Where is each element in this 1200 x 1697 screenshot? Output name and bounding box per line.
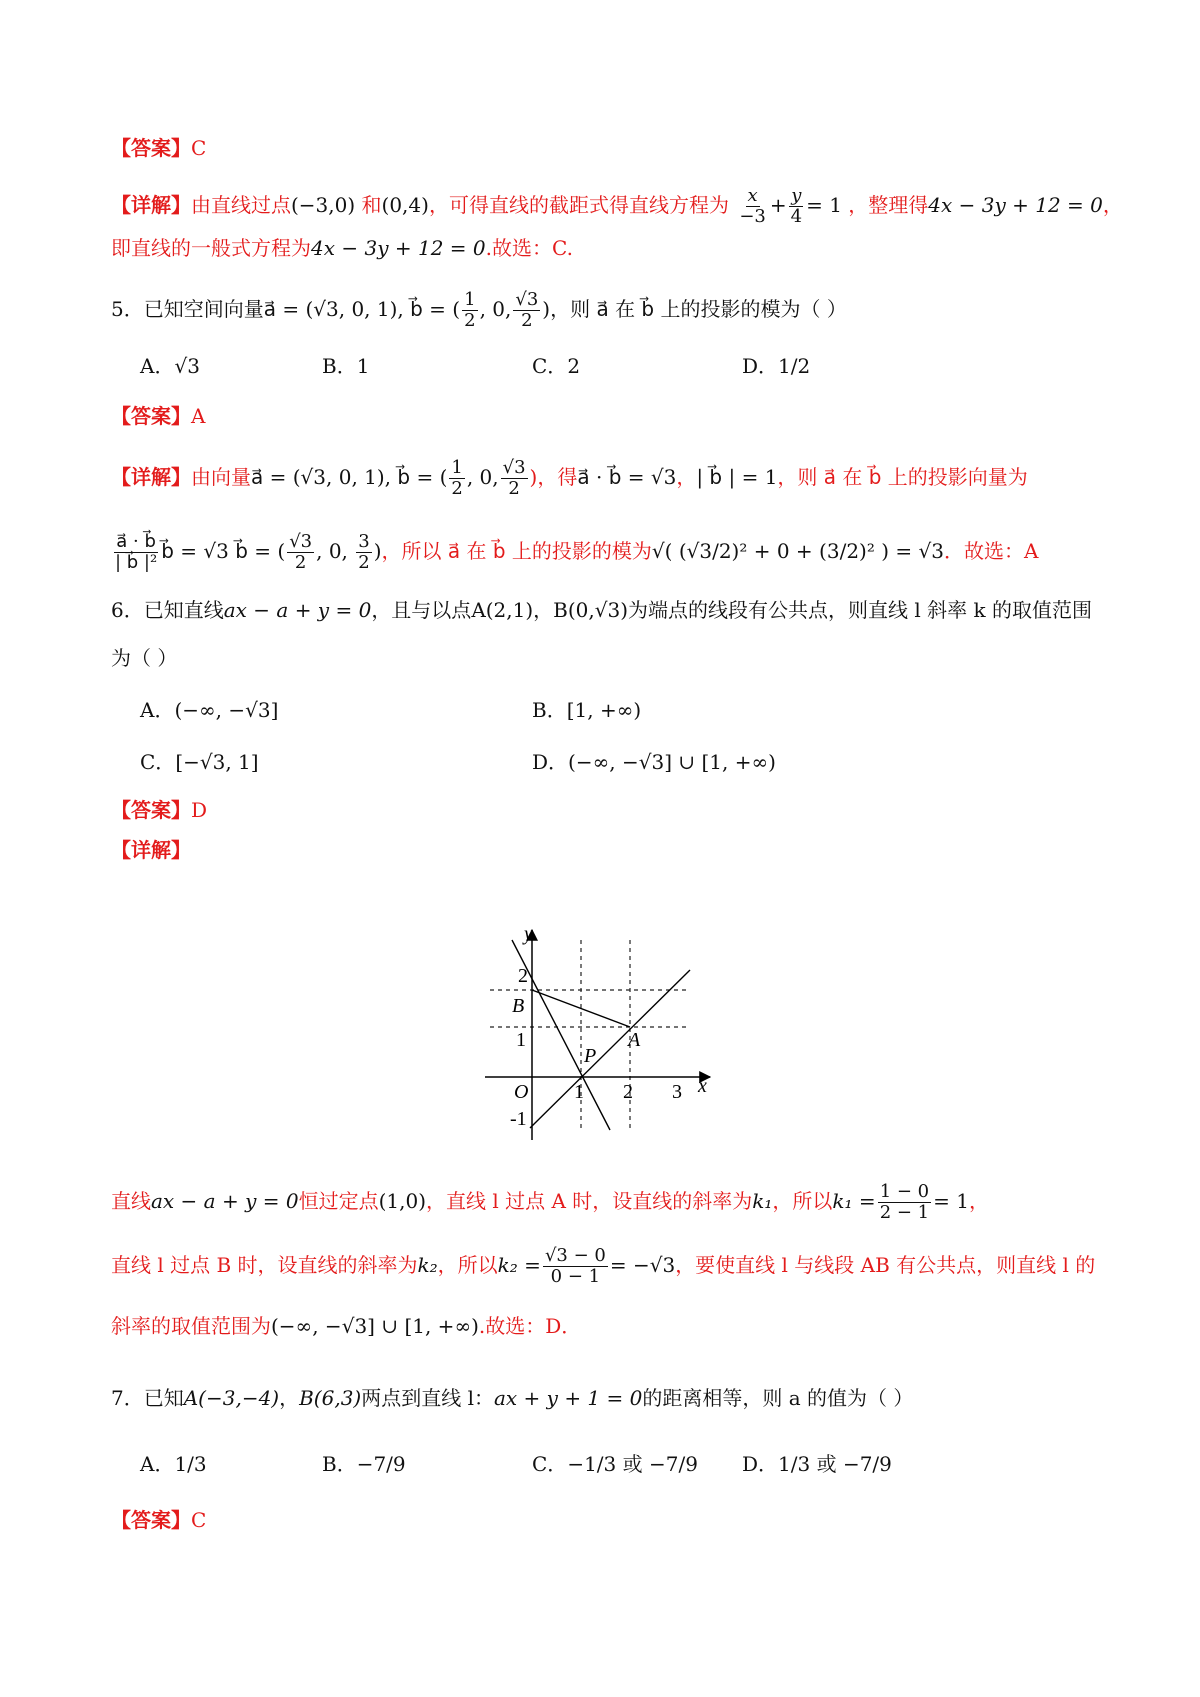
q6-detail-line-2 <box>111 1246 1095 1287</box>
math: k₁ <box>752 1188 773 1213</box>
text: )，得 <box>529 464 578 489</box>
numerator: √3 − 0 <box>544 1245 606 1266</box>
denominator: −3 <box>739 205 766 227</box>
math: k₂ <box>417 1252 438 1277</box>
answer-value: C <box>191 136 207 160</box>
numerator: √3 <box>289 531 313 552</box>
math: a⃗ = (√3, 0, 1), b⃗ = ( <box>263 296 461 321</box>
numerator: y <box>791 185 802 206</box>
math: ) <box>542 296 551 321</box>
denominator: | b⃗ |² <box>115 551 158 573</box>
text: 6．已知直线 <box>111 598 224 622</box>
detail-tag: 【详解】 <box>111 464 191 489</box>
math: a⃗ · b⃗ = √3 <box>577 464 677 489</box>
math: ax − a + y = 0 <box>223 598 372 622</box>
text: 两点到直线 l： <box>361 1386 494 1410</box>
q7-option-b <box>322 1454 406 1474</box>
numerator: 1 <box>464 289 476 310</box>
numerator: a⃗ · b⃗ <box>116 531 156 552</box>
q5-option-c <box>532 356 580 376</box>
text: 为端点的线段有公共点，则直线 l 斜率 k 的取值范围 <box>628 598 1092 622</box>
option-value: −1/3 或 −7/9 <box>567 1452 698 1476</box>
math: A(2,1) <box>471 598 534 622</box>
option-value: −7/9 <box>356 1452 406 1476</box>
text: ，且与以点 <box>371 598 472 622</box>
text: 直线 <box>111 1188 151 1213</box>
denominator: 2 <box>464 309 476 331</box>
intercept-equation: $\frac{x}{-3}$ + $\frac{y}{4}$ = 1 <box>739 185 842 227</box>
tick-label-minus-1: -1 <box>510 1108 527 1130</box>
option-label: C． <box>532 1452 568 1476</box>
q6-stem-2 <box>111 648 177 668</box>
math: k₁ = <box>832 1188 876 1213</box>
math: B(6,3) <box>299 1386 362 1410</box>
text: 7．已知 <box>111 1386 184 1410</box>
math: (1,0) <box>378 1188 426 1213</box>
answer-tag: 【答案】 <box>111 404 191 428</box>
tick-label-1-y: 1 <box>516 1029 526 1051</box>
text: ，整理得 <box>848 192 929 217</box>
q5-stem <box>111 290 847 331</box>
math: (0,4) <box>381 192 429 217</box>
math: ax + y + 1 = 0 <box>493 1386 643 1410</box>
denominator: 2 <box>294 551 307 573</box>
option-label: A． <box>140 1452 175 1476</box>
math: (−3,0) <box>291 192 356 217</box>
text: ，则 a⃗ 在 b⃗ 上的投影向量为 <box>777 464 1028 489</box>
origin-label: O <box>514 1081 529 1103</box>
fraction <box>513 290 540 331</box>
option-value: 1/2 <box>778 354 811 378</box>
q4-answer-line <box>111 138 206 158</box>
denominator: 2 <box>521 309 533 331</box>
denominator: 0 − 1 <box>550 1265 601 1287</box>
q7-option-a <box>140 1454 207 1474</box>
option-value: 2 <box>567 354 581 378</box>
coordinate-figure <box>480 920 720 1160</box>
math: ) <box>373 538 382 563</box>
math: = 1 <box>933 1188 969 1213</box>
math: b⃗ = √3 b⃗ = ( <box>161 538 286 563</box>
q5-detail-line-1 <box>111 458 1028 499</box>
math: = 1 <box>806 192 842 217</box>
option-value: [−√3, 1] <box>175 750 259 774</box>
tick-label-2-x: 2 <box>623 1081 633 1103</box>
denominator: 2 <box>358 551 370 573</box>
tick-label-2-y: 2 <box>518 965 528 987</box>
option-label: D． <box>742 1452 779 1476</box>
option-label: A． <box>140 698 175 722</box>
text: ，所以 a⃗ 在 b⃗ 上的投影的模为 <box>381 538 652 563</box>
option-value: 1/3 或 −7/9 <box>778 1452 892 1476</box>
math: , 0, <box>466 464 499 489</box>
numerator: 1 − 0 <box>879 1181 930 1202</box>
option-label: B． <box>322 354 357 378</box>
tick-label-1-x: 1 <box>574 1081 584 1103</box>
math: , 0, <box>479 296 512 321</box>
numerator: x <box>747 185 758 206</box>
math: = −√3 <box>609 1252 676 1277</box>
q6-option-c <box>140 752 259 772</box>
text: 斜率的取值范围为 <box>111 1314 271 1338</box>
text: 的距离相等，则 a 的值为（ ） <box>642 1386 914 1410</box>
point-a-label: A <box>628 1029 641 1051</box>
detail-tag: 【详解】 <box>111 192 191 217</box>
text: .故选：D． <box>478 1314 582 1338</box>
fraction <box>356 532 371 573</box>
text: 即直线的一般式方程为 <box>111 236 311 260</box>
math: A(−3,−4) <box>183 1386 280 1410</box>
point-p-label: P <box>584 1045 597 1067</box>
math: 4x − 3y + 12 = 0 <box>311 236 486 260</box>
text: ，所以 <box>772 1188 833 1213</box>
text: ，要使直线 l 与线段 AB 有公共点，则直线 l 的 <box>675 1252 1096 1277</box>
text: ， <box>1102 192 1123 217</box>
q5-detail-line-2: $\frac{a⃗ \cdot b⃗}{\text{| b⃗ |²}}$ b⃗ = √3 b⃗ = ( $\frac{√3}{2}$ , 0, $\frac{3}{2}$ )，所以 a⃗ 在 b⃗ 上的投影的模为√( (√3/2)² + 0 + (3/2)² ) = √3．故选：A <box>115 531 1039 573</box>
q4-detail-line-2 <box>111 238 573 258</box>
q6-option-d <box>532 752 776 772</box>
text: 直线 l 过点 B 时，设直线的斜率为 <box>111 1252 418 1277</box>
line-through-p-slope-1 <box>530 970 690 1128</box>
text: ， <box>968 1188 989 1213</box>
option-label: C． <box>532 354 568 378</box>
fraction <box>737 186 768 227</box>
fraction <box>543 1246 608 1287</box>
q6-option-a <box>140 700 278 720</box>
fraction <box>462 290 477 331</box>
answer-tag: 【答案】 <box>111 136 191 160</box>
answer-value: A <box>191 404 206 428</box>
text: 由向量 <box>191 464 251 489</box>
fraction <box>501 458 528 499</box>
fraction <box>113 532 159 573</box>
answer-value: D <box>191 798 208 822</box>
math: B(0,√3) <box>553 598 629 622</box>
math: k₂ = <box>497 1252 541 1277</box>
q7-option-c <box>532 1454 698 1474</box>
option-value: √3 <box>174 354 200 378</box>
fraction <box>878 1182 931 1223</box>
denominator: 2 <box>508 477 520 499</box>
text: ，可得直线的截距式得直线方程为 <box>428 192 729 217</box>
text: ．故选：A <box>943 538 1039 563</box>
text: 为（ ） <box>111 646 178 670</box>
q5-option-d <box>742 356 810 376</box>
option-label: D． <box>532 750 569 774</box>
denominator: 2 <box>451 477 463 499</box>
fraction <box>287 532 314 573</box>
y-axis-label: y <box>524 923 533 945</box>
math: 4x − 3y + 12 = 0 <box>928 192 1103 217</box>
point-b-label: B <box>512 995 525 1017</box>
q6-option-b <box>532 700 641 720</box>
numerator: 1 <box>451 457 463 478</box>
text: ， <box>676 464 697 489</box>
option-label: D． <box>742 354 779 378</box>
text: 5．已知空间向量 <box>111 296 264 321</box>
text: .故选：C. <box>485 236 573 260</box>
numerator: 3 <box>358 531 370 552</box>
answer-value: C <box>191 1508 207 1532</box>
x-axis-label: x <box>698 1075 707 1097</box>
denominator: 2 − 1 <box>879 1201 930 1223</box>
text: ，直线 l 过点 A 时，设直线的斜率为 <box>426 1188 753 1213</box>
option-label: C． <box>140 750 176 774</box>
answer-tag: 【答案】 <box>111 798 191 822</box>
option-value: (−∞, −√3] ∪ [1, +∞) <box>568 750 776 774</box>
text: 由直线过点 <box>191 192 291 217</box>
text: ， <box>533 598 554 622</box>
math: | b⃗ | = 1 <box>696 464 778 489</box>
text: ，所以 <box>437 1252 498 1277</box>
text: ，则 a⃗ 在 b⃗ 上的投影的模为（ ） <box>550 296 847 321</box>
fraction <box>449 458 464 499</box>
q6-detail-line-1 <box>111 1182 989 1223</box>
detail-tag: 【详解】 <box>111 838 191 862</box>
text: 恒过定点 <box>298 1188 379 1213</box>
q7-option-d <box>742 1454 892 1474</box>
fraction <box>789 186 804 227</box>
option-value: [1, +∞) <box>566 698 642 722</box>
q6-detail-line-3 <box>111 1316 581 1336</box>
option-value: 1/3 <box>174 1452 207 1476</box>
option-label: A． <box>140 354 175 378</box>
q5-option-b <box>322 356 369 376</box>
q7-stem <box>111 1388 913 1408</box>
math: ax − a + y = 0 <box>151 1188 299 1213</box>
option-label: B． <box>532 698 567 722</box>
numerator: √3 <box>515 289 539 310</box>
option-label: B． <box>322 1452 357 1476</box>
q5-option-a <box>140 356 200 376</box>
denominator: 4 <box>790 205 803 227</box>
q6-stem-1 <box>111 600 1092 620</box>
text: 和 <box>361 192 382 217</box>
math: a⃗ = (√3, 0, 1), b⃗ = ( <box>251 464 448 489</box>
tick-label-3-x: 3 <box>672 1081 682 1103</box>
q7-answer-line <box>111 1510 206 1530</box>
q5-answer-line <box>111 406 205 426</box>
option-value: (−∞, −√3] <box>174 698 279 722</box>
math: √( (√3/2)² + 0 + (3/2)² ) = √3 <box>651 538 944 563</box>
option-value: 1 <box>356 354 370 378</box>
answer-tag: 【答案】 <box>111 1508 191 1532</box>
numerator: √3 <box>502 457 526 478</box>
q4-detail-line-1 <box>111 186 1123 227</box>
text: ， <box>279 1386 300 1410</box>
q6-answer-line <box>111 800 207 820</box>
q6-detail-tag-line <box>111 840 191 860</box>
math: (−∞, −√3] ∪ [1, +∞) <box>271 1314 479 1338</box>
